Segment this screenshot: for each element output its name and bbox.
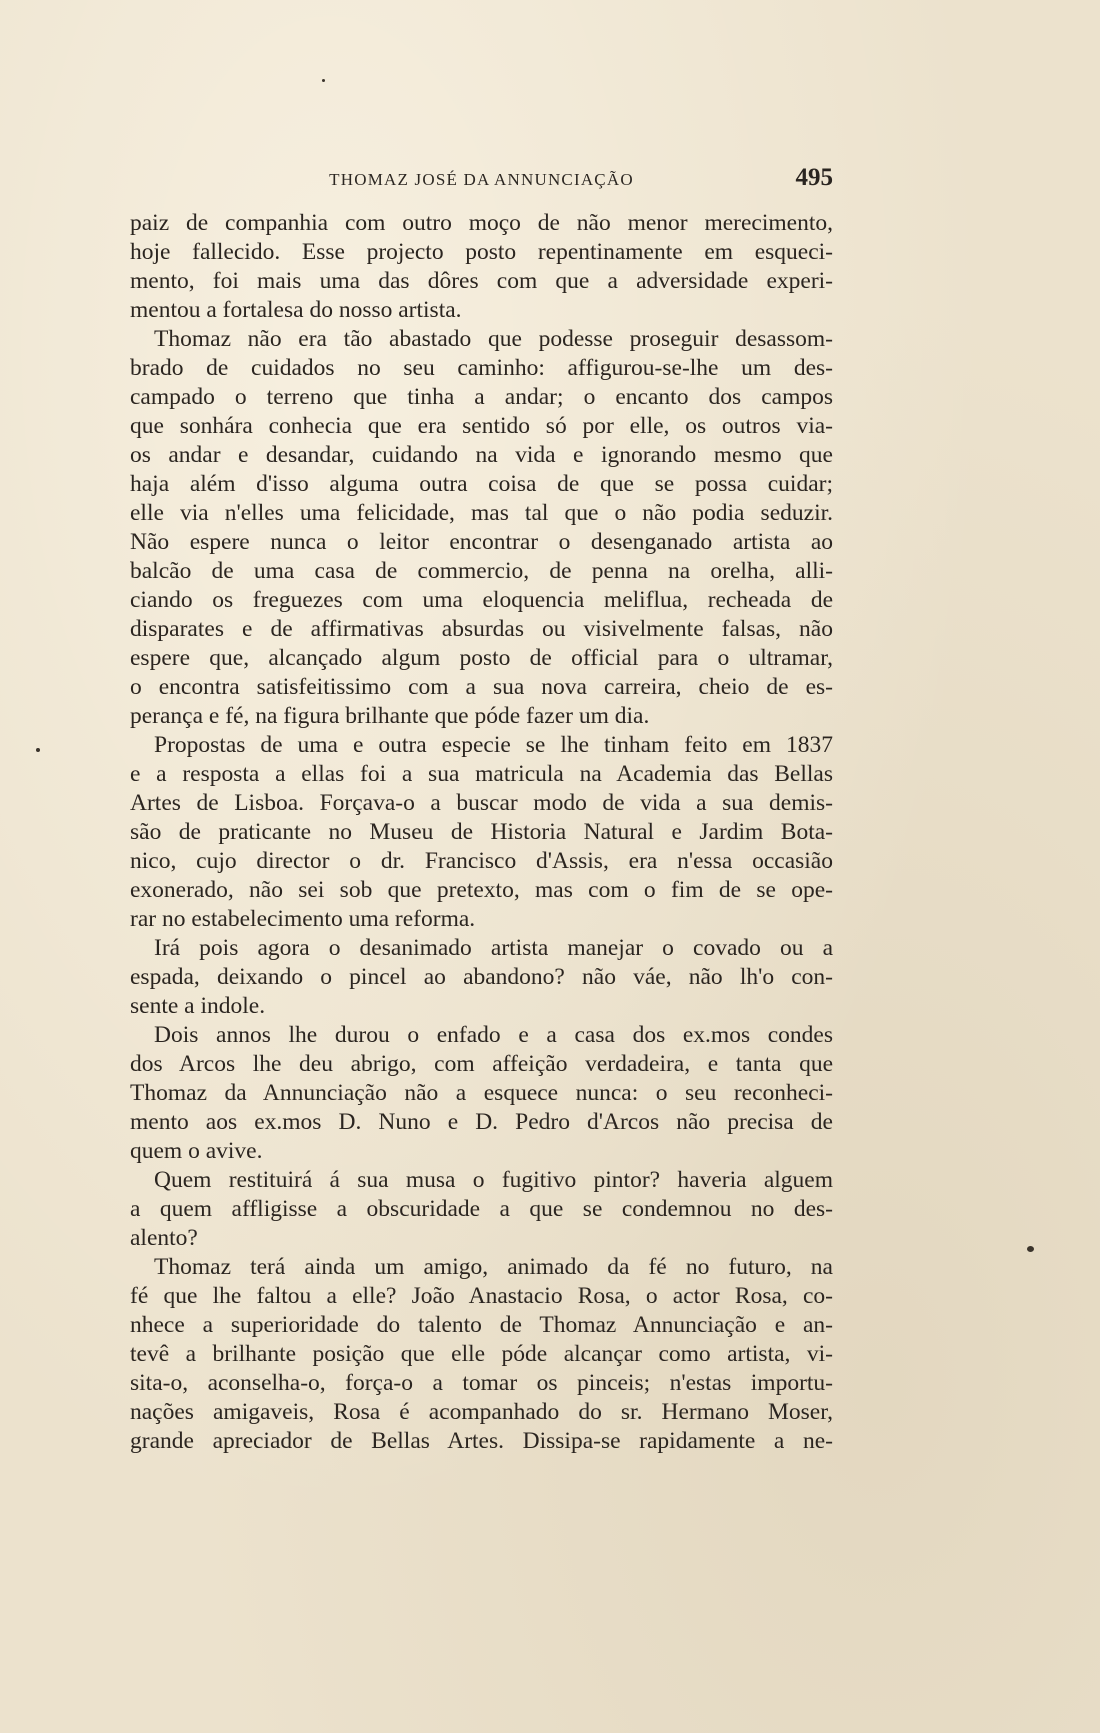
text-line: que sonhára conhecia que era sentido só por elle, os outros via- bbox=[130, 413, 833, 439]
text-line: sente a indole. bbox=[130, 993, 266, 1019]
text-line: perança e fé, na figura brilhante que póde fazer um dia. bbox=[130, 703, 650, 729]
text-line: tevê a brilhante posição que elle póde alcançar como artista, vi- bbox=[130, 1341, 833, 1367]
text-line: Thomaz terá ainda um amigo, animado da fé no futuro, na bbox=[154, 1254, 833, 1280]
page-speck bbox=[1027, 1246, 1034, 1252]
text-line: Thomaz não era tão abastado que podesse proseguir desassom- bbox=[154, 326, 833, 352]
text-line: disparates e de affirmativas absurdas ou visivelmente falsas, não bbox=[130, 616, 833, 642]
text-line: o encontra satisfeitissimo com a sua nova carreira, cheio de es- bbox=[130, 674, 833, 700]
page-speck bbox=[36, 748, 40, 752]
text-line: nações amigaveis, Rosa é acompanhado do sr. Hermano Moser, bbox=[130, 1399, 833, 1425]
text-line: exonerado, não sei sob que pretexto, mas com o fim de se ope- bbox=[130, 877, 833, 903]
text-line: brado de cuidados no seu caminho: affigurou-se-lhe um des- bbox=[130, 355, 833, 381]
text-line: rar no estabelecimento uma reforma. bbox=[130, 906, 476, 932]
text-line: campado o terreno que tinha a andar; o encanto dos campos bbox=[130, 384, 833, 410]
page-speck bbox=[322, 79, 325, 82]
page-number: 495 bbox=[795, 164, 833, 191]
text-line: nhece a superioridade do talento de Thomaz Annunciação e an- bbox=[130, 1312, 833, 1338]
text-line: fé que lhe faltou a elle? João Anastacio Rosa, o actor Rosa, co- bbox=[130, 1283, 833, 1309]
text-line: haja além d'isso alguma outra coisa de que se possa cuidar; bbox=[130, 471, 833, 497]
text-line: alento? bbox=[130, 1225, 198, 1251]
text-line: Não espere nunca o leitor encontrar o desenganado artista ao bbox=[130, 529, 833, 555]
text-line: Thomaz da Annunciação não a esquece nunca: o seu reconheci- bbox=[130, 1080, 833, 1106]
text-line: mento, foi mais uma das dôres com que a adversidade experi- bbox=[130, 268, 833, 294]
text-line: ciando os freguezes com uma eloquencia meliflua, recheada de bbox=[130, 587, 833, 613]
text-line: elle via n'elles uma felicidade, mas tal que o não podia seduzir. bbox=[130, 500, 833, 526]
text-line: a quem affligisse a obscuridade a que se condemnou no des- bbox=[130, 1196, 833, 1222]
text-line: dos Arcos lhe deu abrigo, com affeição verdadeira, e tanta que bbox=[130, 1051, 833, 1077]
text-line: Dois annos lhe durou o enfado e a casa dos ex.mos condes bbox=[154, 1022, 833, 1048]
page-header bbox=[130, 164, 833, 196]
text-line: nico, cujo director o dr. Francisco d'Assis, era n'essa occasião bbox=[130, 848, 833, 874]
text-line: e a resposta a ellas foi a sua matricula na Academia das Bellas bbox=[130, 761, 833, 787]
text-line: mento aos ex.mos D. Nuno e D. Pedro d'Arcos não precisa de bbox=[130, 1109, 833, 1135]
text-line: espada, deixando o pincel ao abandono? não váe, não lh'o con- bbox=[130, 964, 833, 990]
text-line: balcão de uma casa de commercio, de penna na orelha, alli- bbox=[130, 558, 833, 584]
text-line: Quem restituirá á sua musa o fugitivo pintor? haveria alguem bbox=[154, 1167, 833, 1193]
text-line: quem o avive. bbox=[130, 1138, 263, 1164]
text-line: hoje fallecido. Esse projecto posto repentinamente em esqueci- bbox=[130, 239, 833, 265]
text-line: grande apreciador de Bellas Artes. Dissipa-se rapidamente a ne- bbox=[130, 1428, 833, 1454]
text-line: os andar e desandar, cuidando na vida e ignorando mesmo que bbox=[130, 442, 833, 468]
text-line: são de praticante no Museu de Historia Natural e Jardim Bota- bbox=[130, 819, 833, 845]
text-line: Irá pois agora o desanimado artista manejar o covado ou a bbox=[154, 935, 833, 961]
running-head: THOMAZ JOSÉ DA ANNUNCIAÇÃO bbox=[329, 170, 634, 189]
text-line: sita-o, aconselha-o, força-o a tomar os pinceis; n'estas importu- bbox=[130, 1370, 833, 1396]
body-text bbox=[130, 209, 833, 1456]
text-line: paiz de companhia com outro moço de não menor merecimento, bbox=[130, 210, 833, 236]
text-line: Propostas de uma e outra especie se lhe tinham feito em 1837 bbox=[154, 732, 833, 758]
text-line: Artes de Lisboa. Forçava-o a buscar modo de vida a sua demis- bbox=[130, 790, 833, 816]
text-line: mentou a fortalesa do nosso artista. bbox=[130, 297, 462, 323]
text-line: espere que, alcançado algum posto de official para o ultramar, bbox=[130, 645, 833, 671]
